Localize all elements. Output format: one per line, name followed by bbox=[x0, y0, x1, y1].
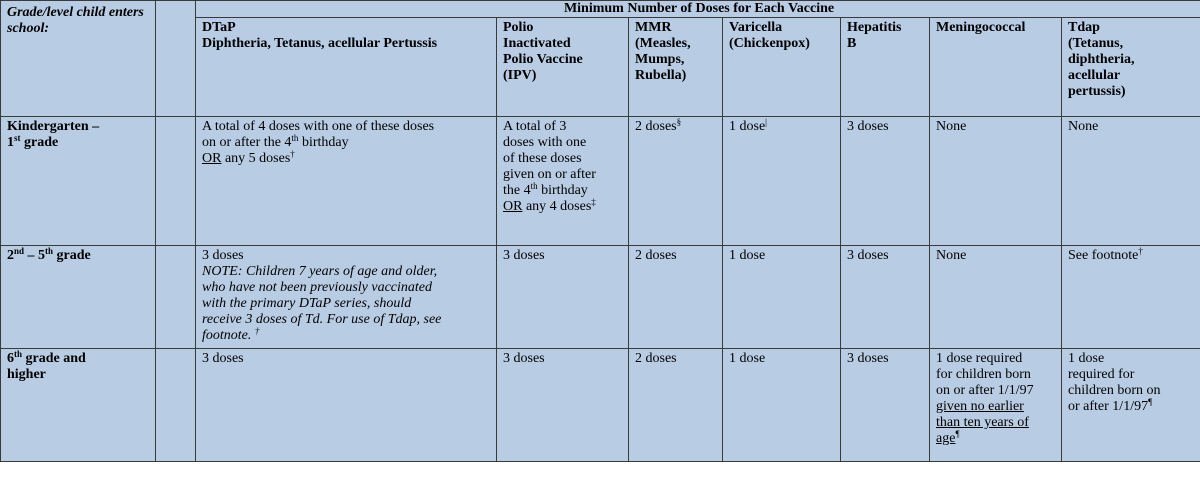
hepb-cell-6th bbox=[841, 349, 930, 462]
tdap-6-l3: children born on bbox=[1068, 383, 1161, 398]
varicella-header bbox=[723, 18, 841, 117]
hepb-header bbox=[841, 18, 930, 117]
mmr-header bbox=[629, 18, 723, 117]
polio-header bbox=[497, 18, 629, 117]
mmr-cell-2nd-5th bbox=[629, 246, 723, 349]
polio-kinder-l3: of these doses bbox=[503, 151, 582, 166]
dtap-kinder-l2a: on or after the 4 bbox=[202, 135, 292, 150]
polio-2-text: 3 doses bbox=[503, 248, 545, 263]
mmr-cell-kinder bbox=[629, 117, 723, 246]
polio-kinder-l4: given on or after bbox=[503, 167, 596, 182]
varicella-2-text: 1 dose bbox=[729, 248, 766, 263]
polio-kinder-l6text: any 4 doses bbox=[522, 199, 592, 214]
mening-6-l3: on or after 1/1/97 bbox=[936, 383, 1034, 398]
dtap-kinder-l2 bbox=[202, 135, 492, 151]
tdap-2-text: See footnote bbox=[1068, 248, 1139, 263]
hepb-cell-2nd-5th bbox=[841, 246, 930, 349]
tdap-header-l2: (Tetanus, bbox=[1068, 36, 1124, 51]
grade-2-c: grade bbox=[53, 248, 91, 263]
table-row-6th-higher bbox=[1, 349, 1200, 462]
dtap-cell-6th bbox=[196, 349, 497, 462]
header-row-group bbox=[1, 1, 1200, 18]
dtap-header-name: DTaP bbox=[202, 20, 236, 35]
grade-2-b-sup: th bbox=[45, 246, 54, 256]
varicella-kinder-sup: | bbox=[765, 117, 767, 127]
tdap-cell-kinder bbox=[1062, 117, 1200, 246]
dtap-2-note-l1: NOTE: Children 7 years of age and older, bbox=[202, 264, 438, 279]
polio-kinder-l5 bbox=[503, 183, 624, 199]
dtap-2-note-l4: receive 3 doses of Td. For use of Tdap, see bbox=[202, 312, 442, 327]
tdap-cell-6th bbox=[1062, 349, 1200, 462]
tdap-6-l2: required for bbox=[1068, 367, 1135, 382]
grade-cell-kindergarten bbox=[1, 117, 156, 246]
hepb-6-text: 3 doses bbox=[847, 351, 889, 366]
polio-header-l1: Polio bbox=[503, 20, 534, 35]
mmr-kinder-text: 2 doses bbox=[635, 119, 677, 134]
tdap-6-l4sup: ¶ bbox=[1148, 397, 1153, 407]
dtap-kinder-l2b: birthday bbox=[298, 135, 349, 150]
dtap-kinder-l1: A total of 4 doses with one of these doses bbox=[202, 119, 435, 134]
blank-cell bbox=[156, 117, 196, 246]
mening-cell-6th bbox=[930, 349, 1062, 462]
varicella-cell-6th bbox=[723, 349, 841, 462]
grade-6-b: grade and bbox=[22, 351, 86, 366]
dtap-header-desc: Diphtheria, Tetanus, acellular Pertussis bbox=[202, 36, 438, 51]
tdap-header-l4: acellular bbox=[1068, 68, 1121, 83]
mening-6-l1: 1 dose required bbox=[936, 351, 1023, 366]
grade-6-a-sup: th bbox=[14, 349, 23, 359]
mening-header bbox=[930, 18, 1062, 117]
mmr-header-l1: MMR bbox=[635, 20, 672, 35]
dtap-kinder-l3sup: † bbox=[290, 149, 295, 159]
tdap-6-l1: 1 dose bbox=[1068, 351, 1105, 366]
polio-header-l3: Polio Vaccine bbox=[503, 52, 583, 67]
mmr-header-l3: Mumps, bbox=[635, 52, 685, 67]
polio-cell-2nd-5th bbox=[497, 246, 629, 349]
mening-header-l1: Meningococcal bbox=[936, 20, 1026, 35]
tdap-6-l4text: or after 1/1/97 bbox=[1068, 399, 1149, 414]
grade-kinder-sup: st bbox=[14, 133, 21, 143]
blank-cell bbox=[156, 246, 196, 349]
tdap-header-l1: Tdap bbox=[1068, 20, 1100, 35]
mening-6-l6text: age bbox=[936, 431, 956, 446]
grade-6-a: 6 bbox=[7, 351, 14, 366]
table-row-kindergarten bbox=[1, 117, 1200, 246]
grade-kinder-num: 1 bbox=[7, 135, 14, 150]
mening-6-l5: than ten years of bbox=[936, 415, 1029, 430]
polio-cell-6th bbox=[497, 349, 629, 462]
varicella-header-l2: (Chickenpox) bbox=[729, 36, 810, 51]
polio-header-l2: Inactivated bbox=[503, 36, 571, 51]
mmr-2-text: 2 doses bbox=[635, 248, 677, 263]
dtap-kinder-l3text: any 5 doses bbox=[221, 151, 291, 166]
mmr-header-l2: (Measles, bbox=[635, 36, 691, 51]
hepb-cell-kinder bbox=[841, 117, 930, 246]
grade-kinder-rest: grade bbox=[20, 135, 59, 150]
mening-6-l6sup: ¶ bbox=[955, 429, 960, 439]
tdap-cell-2nd-5th bbox=[1062, 246, 1200, 349]
mening-6-l6 bbox=[936, 431, 1057, 447]
dtap-2-note-sup: † bbox=[254, 326, 260, 336]
polio-kinder-l2: doses with one bbox=[503, 135, 587, 150]
polio-6-text: 3 doses bbox=[503, 351, 545, 366]
varicella-cell-kinder bbox=[723, 117, 841, 246]
hepb-header-l1: Hepatitis bbox=[847, 20, 902, 35]
mmr-6-text: 2 doses bbox=[635, 351, 677, 366]
polio-kinder-l6 bbox=[503, 199, 624, 215]
dtap-kinder-l2sup: th bbox=[291, 133, 299, 143]
dtap-2-note-l3: with the primary DTaP series, should bbox=[202, 296, 412, 311]
mening-kinder-text: None bbox=[936, 119, 967, 134]
polio-kinder-l6sup: ‡ bbox=[591, 197, 596, 207]
hepb-kinder-text: 3 doses bbox=[847, 119, 889, 134]
mening-2-text: None bbox=[936, 248, 967, 263]
mmr-cell-6th bbox=[629, 349, 723, 462]
polio-cell-kinder bbox=[497, 117, 629, 246]
tdap-2-sup: † bbox=[1138, 246, 1143, 256]
varicella-header-l1: Varicella bbox=[729, 20, 783, 35]
grade-2-a: 2 bbox=[7, 248, 14, 263]
polio-kinder-l1: A total of 3 bbox=[503, 119, 567, 134]
grade-2-a-sup: nd bbox=[14, 246, 25, 256]
polio-kinder-or: OR bbox=[503, 199, 523, 214]
doses-group-title: Minimum Number of Doses for Each Vaccine bbox=[563, 1, 835, 16]
dtap-cell-2nd-5th bbox=[196, 246, 497, 349]
mmr-kinder-sup: § bbox=[676, 117, 682, 127]
mening-cell-kinder bbox=[930, 117, 1062, 246]
grade-kinder-l2 bbox=[7, 135, 151, 151]
varicella-cell-2nd-5th bbox=[723, 246, 841, 349]
hepb-header-l2: B bbox=[847, 36, 857, 51]
grade-cell-2nd-5th bbox=[1, 246, 156, 349]
dtap-header bbox=[196, 18, 497, 117]
grade-6-l1 bbox=[7, 351, 151, 367]
dtap-6-text: 3 doses bbox=[202, 351, 244, 366]
table-row-2nd-5th bbox=[1, 246, 1200, 349]
dtap-2-note-l5 bbox=[202, 328, 492, 344]
tdap-kinder-text: None bbox=[1068, 119, 1099, 134]
grade-level-header bbox=[1, 1, 156, 117]
tdap-6-l4 bbox=[1068, 399, 1196, 415]
hepb-2-text: 3 doses bbox=[847, 248, 889, 263]
varicella-6-text: 1 dose bbox=[729, 351, 766, 366]
mening-6-l4: given no earlier bbox=[936, 399, 1024, 414]
dtap-2-note-l2: who have not been previously vaccinated bbox=[202, 280, 433, 295]
blank-cell bbox=[156, 349, 196, 462]
dtap-2-note-l5text: footnote. bbox=[202, 328, 252, 343]
grade-cell-6th-higher bbox=[1, 349, 156, 462]
blank-header-cell bbox=[156, 1, 196, 117]
dtap-kinder-l3 bbox=[202, 151, 492, 167]
tdap-header-l5: pertussis) bbox=[1068, 84, 1126, 99]
grade-level-header-text: Grade/level child enters school: bbox=[7, 5, 144, 36]
doses-group-header bbox=[196, 1, 1200, 18]
mening-cell-2nd-5th bbox=[930, 246, 1062, 349]
polio-kinder-l5a: the 4 bbox=[503, 183, 531, 198]
dtap-2-text: 3 doses bbox=[202, 248, 244, 263]
mmr-header-l4: Rubella) bbox=[635, 68, 687, 83]
polio-kinder-l5b: birthday bbox=[537, 183, 588, 198]
dtap-cell-kinder bbox=[196, 117, 497, 246]
grade-2-b: – 5 bbox=[24, 248, 46, 263]
dtap-kinder-or: OR bbox=[202, 151, 222, 166]
polio-header-l4: (IPV) bbox=[503, 68, 537, 83]
grade-kinder-l1: Kindergarten – bbox=[7, 119, 100, 134]
mening-6-l2: for children born bbox=[936, 367, 1031, 382]
grade-6-c: higher bbox=[7, 367, 46, 382]
tdap-header-l3: diphtheria, bbox=[1068, 52, 1135, 67]
tdap-header bbox=[1062, 18, 1200, 117]
polio-kinder-l5sup: th bbox=[530, 181, 538, 191]
varicella-kinder-text: 1 dose bbox=[729, 119, 766, 134]
